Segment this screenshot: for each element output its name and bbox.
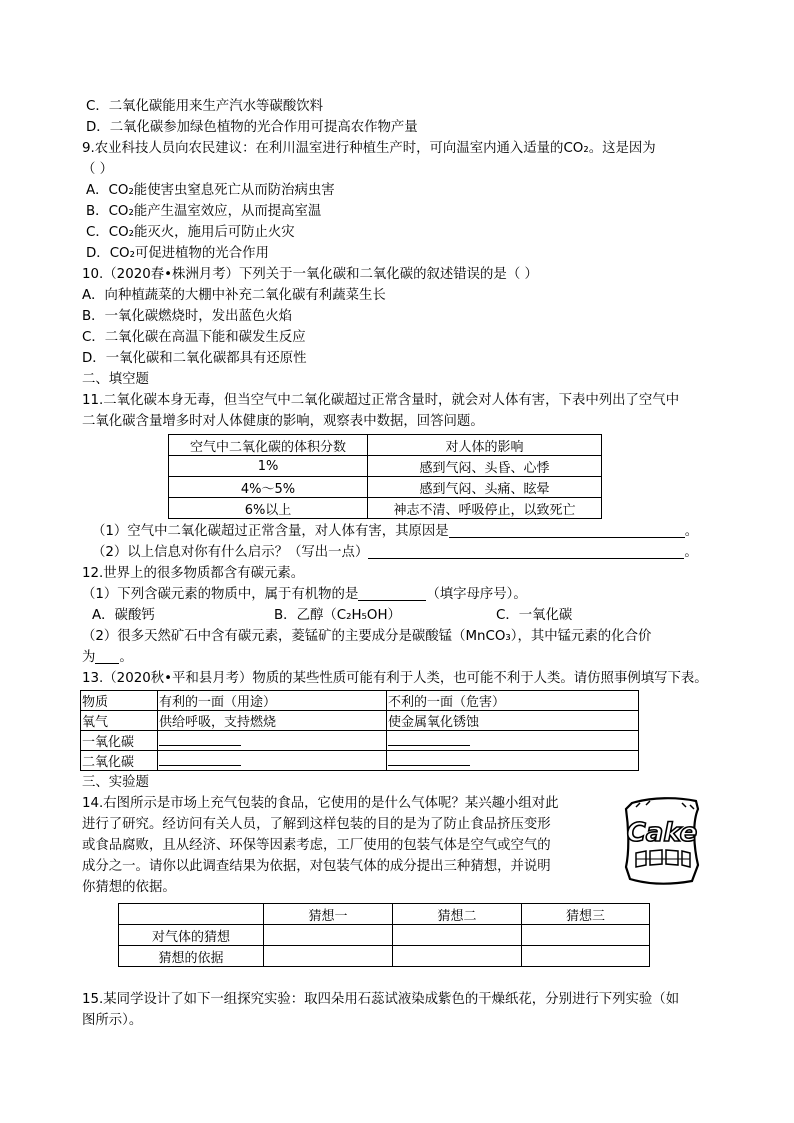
- q14-line-3: 或食品腐败，且从经济、环保等因素考虑，工厂使用的包装气体是空气或空气的: [82, 838, 551, 853]
- q13-stem: 13.（2020秋•平和县月考）物质的某些性质可能有利于人类，也可能不利于人类。请仿照事例填写下表。: [82, 671, 708, 686]
- table-header-cell: 猜想三: [522, 904, 650, 925]
- q15-stem: 15.某同学设计了如下一组探究实验：取四朵用石蕊试液染成紫色的干燥纸花，分别进行下列实验（如: [82, 992, 680, 1007]
- table-cell: 1%: [169, 456, 368, 477]
- table-cell: 对气体的猜想: [119, 925, 264, 946]
- answer-cell[interactable]: [522, 925, 650, 946]
- co2-effect-table: [168, 434, 602, 519]
- answer-cell[interactable]: [522, 946, 650, 967]
- q12-option-b: B．乙醇（C₂H₅OH）: [274, 608, 401, 623]
- table-cell: [387, 751, 639, 771]
- table-cell: 4%～5%: [169, 477, 368, 498]
- substance-property-table: [80, 690, 639, 771]
- q12-sub2-prefix: 为: [82, 650, 96, 665]
- q11-sub2-period: 。: [684, 545, 698, 560]
- q11-stem: 11.二氧化碳本身无毒，但当空气中二氧化碳超过正常含量时，就会对人体有害，下表中列出了空气中: [82, 393, 680, 408]
- q10-option-d: D．一氧化碳和二氧化碳都具有还原性: [82, 351, 307, 366]
- q12-option-a: A．碳酸钙: [92, 608, 155, 623]
- table-cell: 使金属氧化锈蚀: [387, 711, 639, 731]
- q10-option-b: B．一氧化碳燃烧时，发出蓝色火焰: [82, 309, 293, 324]
- q11-stem-2: 二氧化碳含量增多时对人体健康的影响，观察表中数据，回答问题。: [82, 414, 484, 429]
- q14-line-5: 你猜想的依据。: [82, 880, 176, 895]
- answer-cell[interactable]: [393, 925, 522, 946]
- q12-stem: 12.世界上的很多物质都含有碳元素。: [82, 566, 305, 581]
- table-cell: 二氧化碳: [81, 751, 158, 771]
- q8-option-d: D．二氧化碳参加绿色植物的光合作用可提高农作物产量: [86, 120, 418, 135]
- q12-answer-blank-2[interactable]: [95, 649, 119, 664]
- q8-option-c: C．二氧化碳能用来生产汽水等碳酸饮料: [86, 99, 323, 114]
- answer-blank[interactable]: [159, 732, 241, 746]
- answer-cell[interactable]: [264, 925, 393, 946]
- q11-answer-blank-2[interactable]: [368, 544, 684, 559]
- q12-option-c: C．一氧化碳: [496, 608, 573, 623]
- answer-blank[interactable]: [388, 732, 470, 746]
- q12-sub1-tail: （填字母序号）。: [426, 587, 527, 602]
- q12-sub1-text: （1）下列含碳元素的物质中，属于有机物的是: [82, 587, 359, 602]
- table-cell: [158, 731, 387, 751]
- table-cell: [158, 751, 387, 771]
- table-header-row: [169, 435, 602, 456]
- q9-option-d: D．CO₂可促进植物的光合作用: [86, 246, 269, 261]
- answer-blank[interactable]: [159, 752, 241, 766]
- section-experiment: 三、实验题: [82, 775, 149, 790]
- table-cell: 氧气: [81, 711, 158, 731]
- q9-option-a: A．CO₂能使害虫窒息死亡从而防治病虫害: [86, 183, 335, 198]
- table-header-row: [81, 691, 639, 711]
- q14-line-4: 成分之一。请你以此调查结果为依据，对包装气体的成分提出三种猜想，并说明: [82, 859, 551, 874]
- answer-cell[interactable]: [393, 946, 522, 967]
- table-row: [169, 477, 602, 498]
- q9-option-b: B．CO₂能产生温室效应，从而提高室温: [86, 204, 322, 219]
- q12-options: [82, 605, 722, 626]
- table-header-cell: 猜想一: [264, 904, 393, 925]
- q11-sub2: [82, 542, 722, 563]
- table-cell: [387, 731, 639, 751]
- table-row: [81, 711, 639, 731]
- q14-line-1: 14.右图所示是市场上充气包装的食品，它使用的是什么气体呢？某兴趣小组对此: [82, 796, 559, 811]
- q9-stem: 9.农业科技人员向农民建议：在利川温室进行种植生产时，可向温室内通入适量的CO₂。这是因为: [82, 141, 656, 156]
- answer-blank[interactable]: [388, 752, 470, 766]
- q11-sub1-text: （1）空气中二氧化碳超过正常含量，对人体有害，其原因是: [92, 524, 449, 539]
- table-cell: 神志不清、呼吸停止，以致死亡: [368, 498, 602, 519]
- q12-sub2: （2）很多天然矿石中含有碳元素，菱锰矿的主要成分是碳酸锰（MnCO₃），其中锰元素的化合价: [82, 629, 652, 644]
- table-cell: 供给呼吸，支持燃烧: [158, 711, 387, 731]
- q11-answer-blank-1[interactable]: [449, 523, 685, 538]
- table-header-cell: [119, 904, 264, 925]
- table-cell: 一氧化碳: [81, 731, 158, 751]
- table-row: [169, 456, 602, 477]
- table-row: [81, 751, 639, 771]
- table-header-cell: 物质: [81, 691, 158, 711]
- table-header-cell: 对人体的影响: [368, 435, 602, 456]
- table-cell: 感到气闷、头昏、心悸: [368, 456, 602, 477]
- table-row: [81, 731, 639, 751]
- q12-answer-blank-1[interactable]: [358, 586, 426, 601]
- q9-stem-bracket: （ ）: [82, 162, 114, 177]
- table-cell: 感到气闷、头痛、眩晕: [368, 477, 602, 498]
- table-row: [119, 925, 650, 946]
- q11-sub1-period: 。: [684, 524, 699, 539]
- q10-option-c: C．二氧化碳在高温下能和碳发生反应: [82, 330, 306, 345]
- q9-option-c: C．CO₂能灭火，施用后可防止火灾: [86, 225, 295, 240]
- q10-option-a: A．向种植蔬菜的大棚中补充二氧化碳有利蔬菜生长: [82, 288, 386, 303]
- table-header-row: [119, 904, 650, 925]
- answer-cell[interactable]: [264, 946, 393, 967]
- q12-sub2-period: 。: [119, 650, 133, 665]
- q12-sub2-line2: [82, 647, 722, 668]
- gas-hypothesis-table: [118, 903, 650, 967]
- q11-sub1: [82, 521, 722, 542]
- table-header-cell: 有利的一面（用途）: [158, 691, 387, 711]
- table-header-cell: 不利的一面（危害）: [387, 691, 639, 711]
- worksheet: [82, 96, 722, 1031]
- table-cell: 猜想的依据: [119, 946, 264, 967]
- table-cell: 6%以上: [169, 498, 368, 519]
- table-row: [119, 946, 650, 967]
- table-row: [169, 498, 602, 519]
- table-header-cell: 猜想二: [393, 904, 522, 925]
- cake-package-image: [622, 793, 704, 889]
- section-fill-in: 二、填空题: [82, 372, 149, 387]
- table-header-cell: 空气中二氧化碳的体积分数: [169, 435, 368, 456]
- q10-stem: 10.（2020春•株洲月考）下列关于一氧化碳和二氧化碳的叙述错误的是（ ）: [82, 267, 538, 282]
- q12-sub1: [82, 584, 722, 605]
- cake-logo-text: Cake: [626, 818, 698, 848]
- q15-stem-2: 图所示）。: [82, 1013, 143, 1028]
- q14-line-2: 进行了研究。经访问有关人员，了解到这样包装的目的是为了防止食品挤压变形: [82, 817, 551, 832]
- q11-sub2-text: （2）以上信息对你有什么启示？（写出一点）: [92, 545, 369, 560]
- q14-block: [82, 793, 698, 898]
